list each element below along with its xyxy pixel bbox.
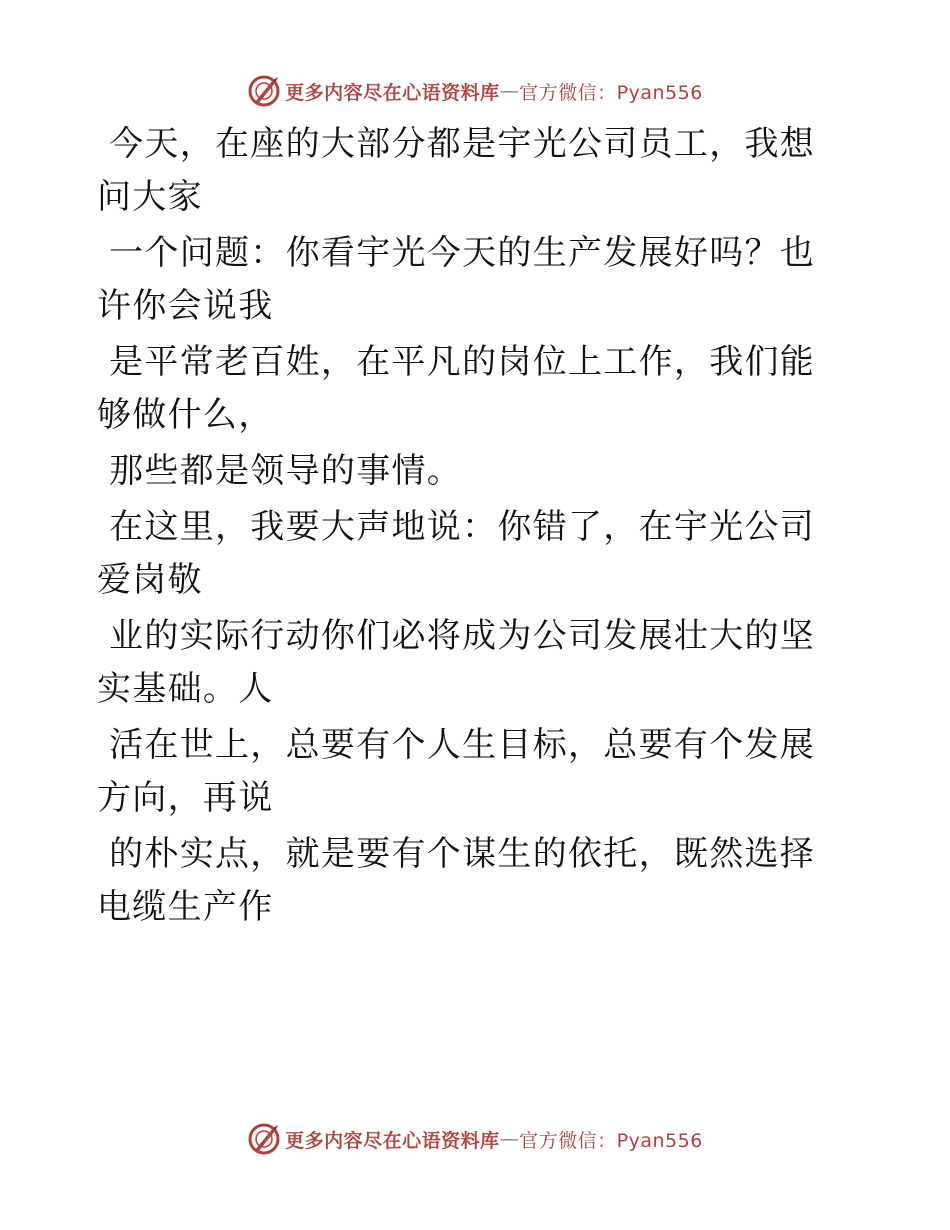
quill-pen-logo-icon <box>247 1122 281 1156</box>
paragraph: 活在世上，总要有个人生目标，总要有个发展方向，再说 <box>97 725 816 818</box>
document-body <box>97 118 832 937</box>
footer-contact-text: 官方微信：Pyan556 <box>519 1129 703 1152</box>
footer-banner <box>0 1119 950 1159</box>
paragraph: 业的实际行动你们必将成为公司发展壮大的坚实基础。人 <box>97 616 816 709</box>
header-brand-text: 更多内容尽在心语资料库 <box>285 81 500 104</box>
header-separator: — <box>499 80 520 102</box>
footer-separator: — <box>499 1128 520 1150</box>
paragraph: 的朴实点，就是要有个谋生的依托，既然选择电缆生产作 <box>97 834 816 927</box>
header-banner <box>0 71 950 111</box>
header-contact-text: 官方微信：Pyan556 <box>519 81 703 104</box>
footer-brand-text: 更多内容尽在心语资料库 <box>285 1129 500 1152</box>
paragraph: 是平常老百姓，在平凡的岗位上工作，我们能够做什么， <box>97 342 816 435</box>
quill-pen-logo-icon <box>247 74 281 108</box>
paragraph: 今天，在座的大部分都是宇光公司员工，我想问大家 <box>97 124 816 217</box>
paragraph: 那些都是领导的事情。 <box>97 451 463 491</box>
paragraph: 在这里，我要大声地说：你错了，在宇光公司爱岗敬 <box>97 507 816 600</box>
paragraph: 一个问题：你看宇光今天的生产发展好吗？也许你会说我 <box>97 233 816 326</box>
